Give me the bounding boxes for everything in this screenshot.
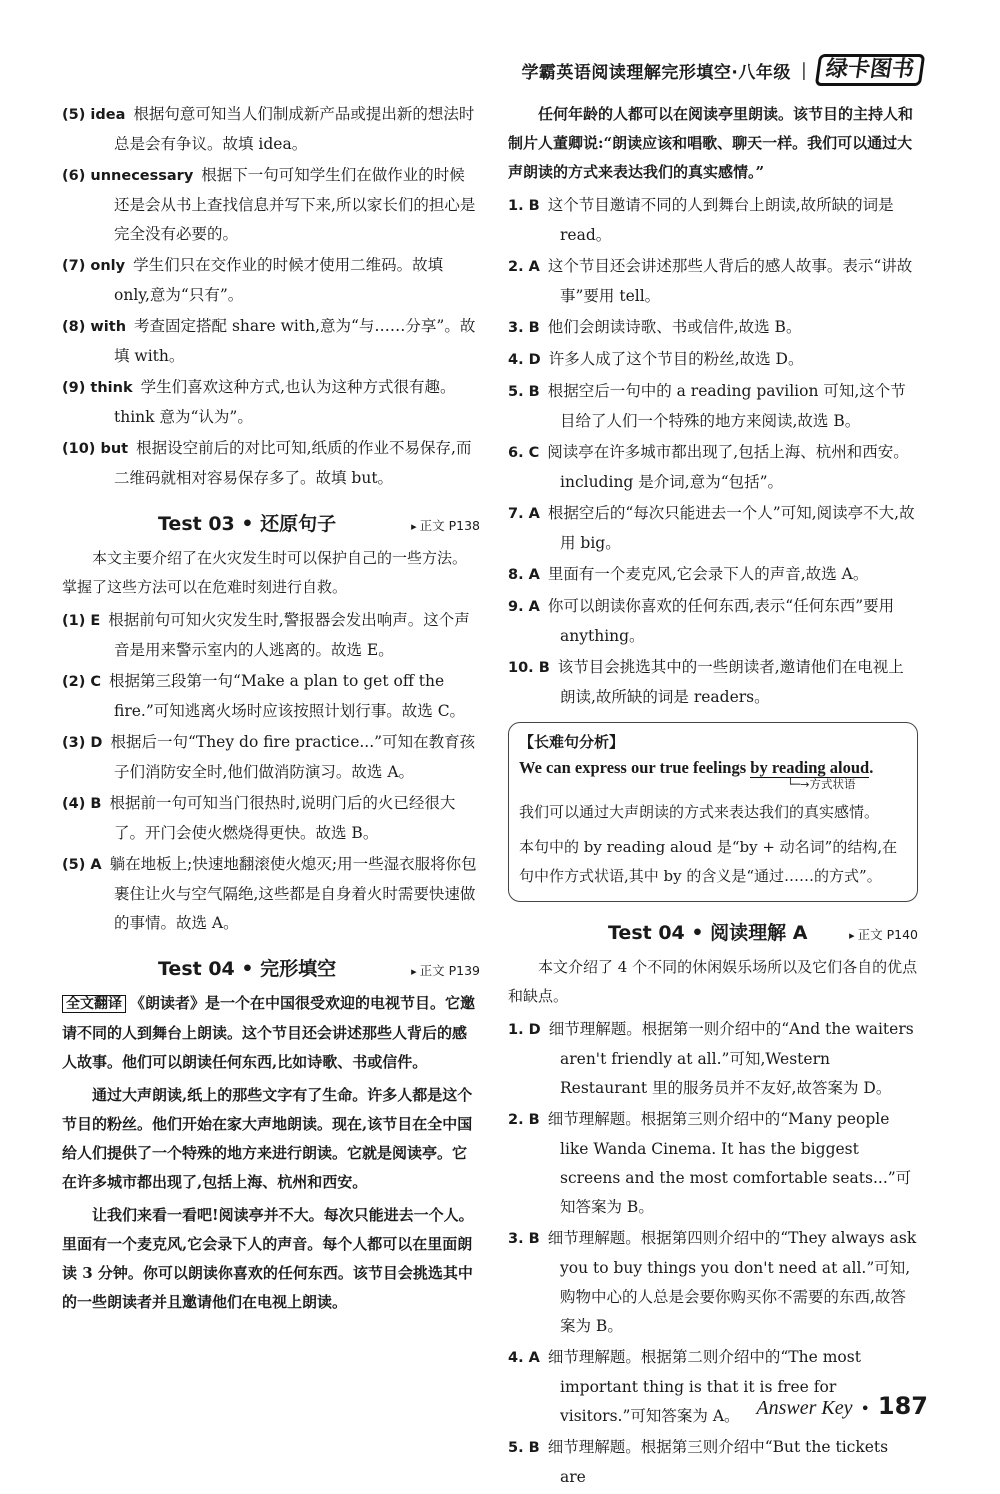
analysis-sentence xyxy=(519,758,907,778)
analysis-explanation: 本句中的 by reading aloud 是“by + 动名词”的结构,在句中作方式状语,其中 by 的含义是“通过……的方式”。 xyxy=(519,838,898,885)
analysis-translation: 我们可以通过大声朗读的方式来表达我们的真实感情。 xyxy=(519,803,880,821)
answer-explanation: 许多人成了这个节目的粉丝,故选 D。 xyxy=(548,350,804,368)
page-footer xyxy=(748,1392,928,1420)
answer-item xyxy=(508,1015,918,1103)
answer-item xyxy=(62,161,480,249)
answer-number: (5) A xyxy=(62,857,102,873)
answer-number: 1. D xyxy=(508,1022,541,1038)
answer-item xyxy=(508,499,918,558)
answer-explanation: 细节理解题。根据第一则介绍中的“And the waiters aren't friendly at all.”可知,Western Restaurant 里的服务员并不友好,故答案为 D。 xyxy=(548,1020,914,1097)
answer-list-test04a xyxy=(508,1015,918,1492)
page-reference: ▸ 正文 P139 xyxy=(411,961,480,979)
answer-item xyxy=(62,789,480,848)
answer-item xyxy=(508,1224,918,1341)
answer-number: 4. A xyxy=(508,1350,540,1366)
answer-number: 5. B xyxy=(508,1440,540,1456)
answer-list-test02 xyxy=(62,100,480,493)
analysis-title: 【长难句分析】 xyxy=(519,733,625,751)
answer-number: 9. A xyxy=(508,599,540,615)
answer-item xyxy=(62,373,480,432)
page-header xyxy=(505,52,923,88)
answer-list-test04 xyxy=(508,191,918,712)
answer-explanation: 考查固定搭配 share with,意为“与……分享”。故填 with。 xyxy=(114,317,476,365)
answer-explanation: 该节目会挑选其中的一些朗读者,邀请他们在电视上朗读,故所缺的词是 readers。 xyxy=(557,658,904,706)
answer-item xyxy=(62,312,480,371)
section-header-test04 xyxy=(62,954,480,981)
answer-item xyxy=(508,653,918,712)
answer-item xyxy=(62,606,480,665)
translation-tag: 全文翻译 xyxy=(62,995,126,1013)
answer-item xyxy=(508,438,918,497)
answer-number: (9) think xyxy=(62,380,133,396)
answer-item xyxy=(508,191,918,250)
answer-key-label: Answer Key xyxy=(756,1397,853,1419)
answer-explanation: 根据下一句可知学生们在做作业的时候还是会从书上查找信息并写下来,所以家长们的担心是完全没有必要的。 xyxy=(114,166,476,243)
answer-explanation: 这个节目邀请不同的人到舞台上朗读,故所缺的词是 read。 xyxy=(547,196,894,244)
page-reference: ▸ 正文 P138 xyxy=(411,516,480,534)
answer-explanation: 学生们喜欢这种方式,也认为这种方式很有趣。think 意为“认为”。 xyxy=(114,378,456,426)
answer-item xyxy=(508,313,918,343)
section-title: Test 03 • 还原句子 xyxy=(158,513,337,535)
left-column xyxy=(62,100,480,1321)
answer-explanation: 根据空后的“每次只能进去一个人”可知,阅读亭不大,故用 big。 xyxy=(547,504,915,552)
answer-number: 1. B xyxy=(508,198,540,214)
answer-item xyxy=(508,560,918,590)
answer-explanation: 细节理解题。根据第四则介绍中的“They always ask you to buy things you don't need at all.”可知,购物中心的人总是会要你购买你不需要的东西,故答案为 B。 xyxy=(547,1229,917,1335)
answer-number: 3. B xyxy=(508,320,540,336)
answer-explanation: 根据前一句可知当门很热时,说明门后的火已经很大了。开门会使火燃烧得更快。故选 B。 xyxy=(109,794,456,842)
answer-explanation: 躺在地板上;快速地翻滚使火熄灭;用一些湿衣服将你包裹住让火与空气隔绝,这些都是自身着火时需要快速做的事情。故选 A。 xyxy=(109,855,477,932)
answer-number: 10. B xyxy=(508,660,550,676)
answer-number: (3) D xyxy=(62,735,103,751)
answer-item xyxy=(508,1105,918,1222)
answer-explanation: 里面有一个麦克风,它会录下人的声音,故选 A。 xyxy=(547,565,869,583)
translation-paragraph: 通过大声朗读,纸上的那些文字有了生命。许多人都是这个节目的粉丝。他们开始在家大声地朗读。现在,该节目在全中国给人们提供了一个特殊的地方来进行朗读。它就是阅读亭。它在许多城市都出现了,包括上海、杭州和西安。 xyxy=(62,1086,473,1191)
sentence-analysis-box xyxy=(508,722,918,902)
sentence-part: . xyxy=(869,758,874,777)
page-reference: ▸ 正文 P140 xyxy=(849,925,918,943)
answer-number: 5. B xyxy=(508,384,540,400)
answer-number: 6. C xyxy=(508,445,540,461)
answer-number: 2. B xyxy=(508,1112,540,1128)
answer-explanation: 细节理解题。根据第二则介绍中的“The most important thing is that it is free for visitors.”可知答案为 A。 xyxy=(547,1348,861,1425)
answer-item xyxy=(62,100,480,159)
series-title: 学霸英语阅读理解完形填空·八年级 xyxy=(521,62,791,83)
answer-number: 2. A xyxy=(508,259,540,275)
answer-item xyxy=(508,592,918,651)
translation-text: 《朗读者》是一个在中国很受欢迎的电视节目。它邀请不同的人到舞台上朗读。这个节目还会讲述那些人背后的感人故事。他们可以朗读任何东西,比如诗歌、书或信件。 xyxy=(62,994,476,1071)
underlined-phrase: by reading aloud xyxy=(750,758,870,777)
section-title: Test 04 • 阅读理解 A xyxy=(608,922,808,944)
section-title: Test 04 • 完形填空 xyxy=(158,958,337,980)
answer-explanation: 细节理解题。根据第三则介绍中的“Many people like Wanda Cinema. It has the biggest screens and the most comfortable seats...”可知答案为 B。 xyxy=(547,1110,912,1216)
footer-dot: • xyxy=(860,1399,870,1418)
sentence-part: We can express our true feelings xyxy=(519,758,751,777)
right-column xyxy=(508,100,918,1494)
answer-number: (1) E xyxy=(62,613,101,629)
answer-number: (2) C xyxy=(62,674,102,690)
answer-item xyxy=(508,252,918,311)
answer-explanation: 根据第三段第一句“Make a plan to get off the fire.”可知逃离火场时应该按照计划行事。故选 C。 xyxy=(109,672,466,720)
header-separator: | xyxy=(800,59,807,81)
answer-number: (5) idea xyxy=(62,107,126,123)
answer-number: 3. B xyxy=(508,1231,540,1247)
answer-explanation: 根据空后一句中的 a reading pavilion 可知,这个节目给了人们一个特殊的地方来阅读,故选 B。 xyxy=(547,382,906,430)
answer-item xyxy=(508,345,918,375)
section-header-test03 xyxy=(62,509,480,536)
translation-paragraph: 让我们来看一看吧!阅读亭并不大。每次只能进去一个人。里面有一个麦克风,它会录下人的声音。每个人都可以在里面朗读 3 分钟。你可以朗读你喜欢的任何东西。该节目会挑选其中的一些朗读者并且邀请他们在电视上朗读。 xyxy=(62,1206,474,1311)
answer-explanation: 根据后一句“They do fire practice...”可知在教育孩子们消防安全时,他们做消防演习。故选 A。 xyxy=(110,733,476,781)
answer-number: 8. A xyxy=(508,567,540,583)
answer-explanation: 他们会朗读诗歌、书或信件,故选 B。 xyxy=(547,318,802,336)
answer-explanation: 根据前句可知火灾发生时,警报器会发出响声。这个声音是用来警示室内的人逃离的。故选 E。 xyxy=(108,611,470,659)
answer-explanation: 学生们只在交作业的时候才使用二维码。故填 only,意为“只有”。 xyxy=(114,256,444,304)
page-number: 187 xyxy=(877,1392,928,1420)
answer-explanation: 阅读亭在许多城市都出现了,包括上海、杭州和西安。including 是介词,意为“包括”。 xyxy=(547,443,909,491)
answer-explanation: 你可以朗读你喜欢的任何东西,表示“任何东西”要用 anything。 xyxy=(547,597,895,645)
answer-number: (8) with xyxy=(62,319,127,335)
answer-number: 4. D xyxy=(508,352,541,368)
answer-item xyxy=(62,434,480,493)
translation-paragraph: 任何年龄的人都可以在阅读亭里朗读。该节目的主持人和制片人董卿说:“朗读应该和唱歌、聊天一样。我们可以通过大声朗读的方式来表达我们的真实感情。” xyxy=(508,105,914,181)
answer-item xyxy=(508,377,918,436)
answer-item xyxy=(62,850,480,938)
answer-list-test03 xyxy=(62,606,480,938)
translation-block xyxy=(62,989,480,1317)
summary-text: 本文主要介绍了在火灾发生时可以保护自己的一些方法。掌握了这些方法可以在危难时刻进行自救。 xyxy=(62,549,468,596)
answer-number: (7) only xyxy=(62,258,126,274)
answer-item xyxy=(62,251,480,310)
grammar-note: └─→ 方式状语 xyxy=(787,776,907,792)
answer-number: (4) B xyxy=(62,796,102,812)
answer-explanation: 细节理解题。根据第三则介绍中“But the tickets are xyxy=(547,1438,889,1486)
translation-continued xyxy=(508,100,918,187)
answer-item xyxy=(508,1433,918,1492)
answer-number: 7. A xyxy=(508,506,540,522)
answer-explanation: 根据设空前后的对比可知,纸质的作业不易保存,而二维码就相对容易保存多了。故填 but。 xyxy=(114,439,472,487)
answer-item xyxy=(62,728,480,787)
publisher-logo: 绿卡图书 xyxy=(815,54,926,86)
answer-number: (6) unnecessary xyxy=(62,168,194,184)
summary-text: 本文介绍了 4 个不同的休闲娱乐场所以及它们各自的优点和缺点。 xyxy=(508,958,918,1005)
answer-item xyxy=(62,667,480,726)
section-header-test04a xyxy=(508,918,918,945)
answer-explanation: 这个节目还会讲述那些人背后的感人故事。表示“讲故事”要用 tell。 xyxy=(547,257,913,305)
answer-number: (10) but xyxy=(62,441,129,457)
answer-explanation: 根据句意可知当人们制成新产品或提出新的想法时总是会有争议。故填 idea。 xyxy=(114,105,475,153)
translation-paragraph xyxy=(62,989,480,1077)
